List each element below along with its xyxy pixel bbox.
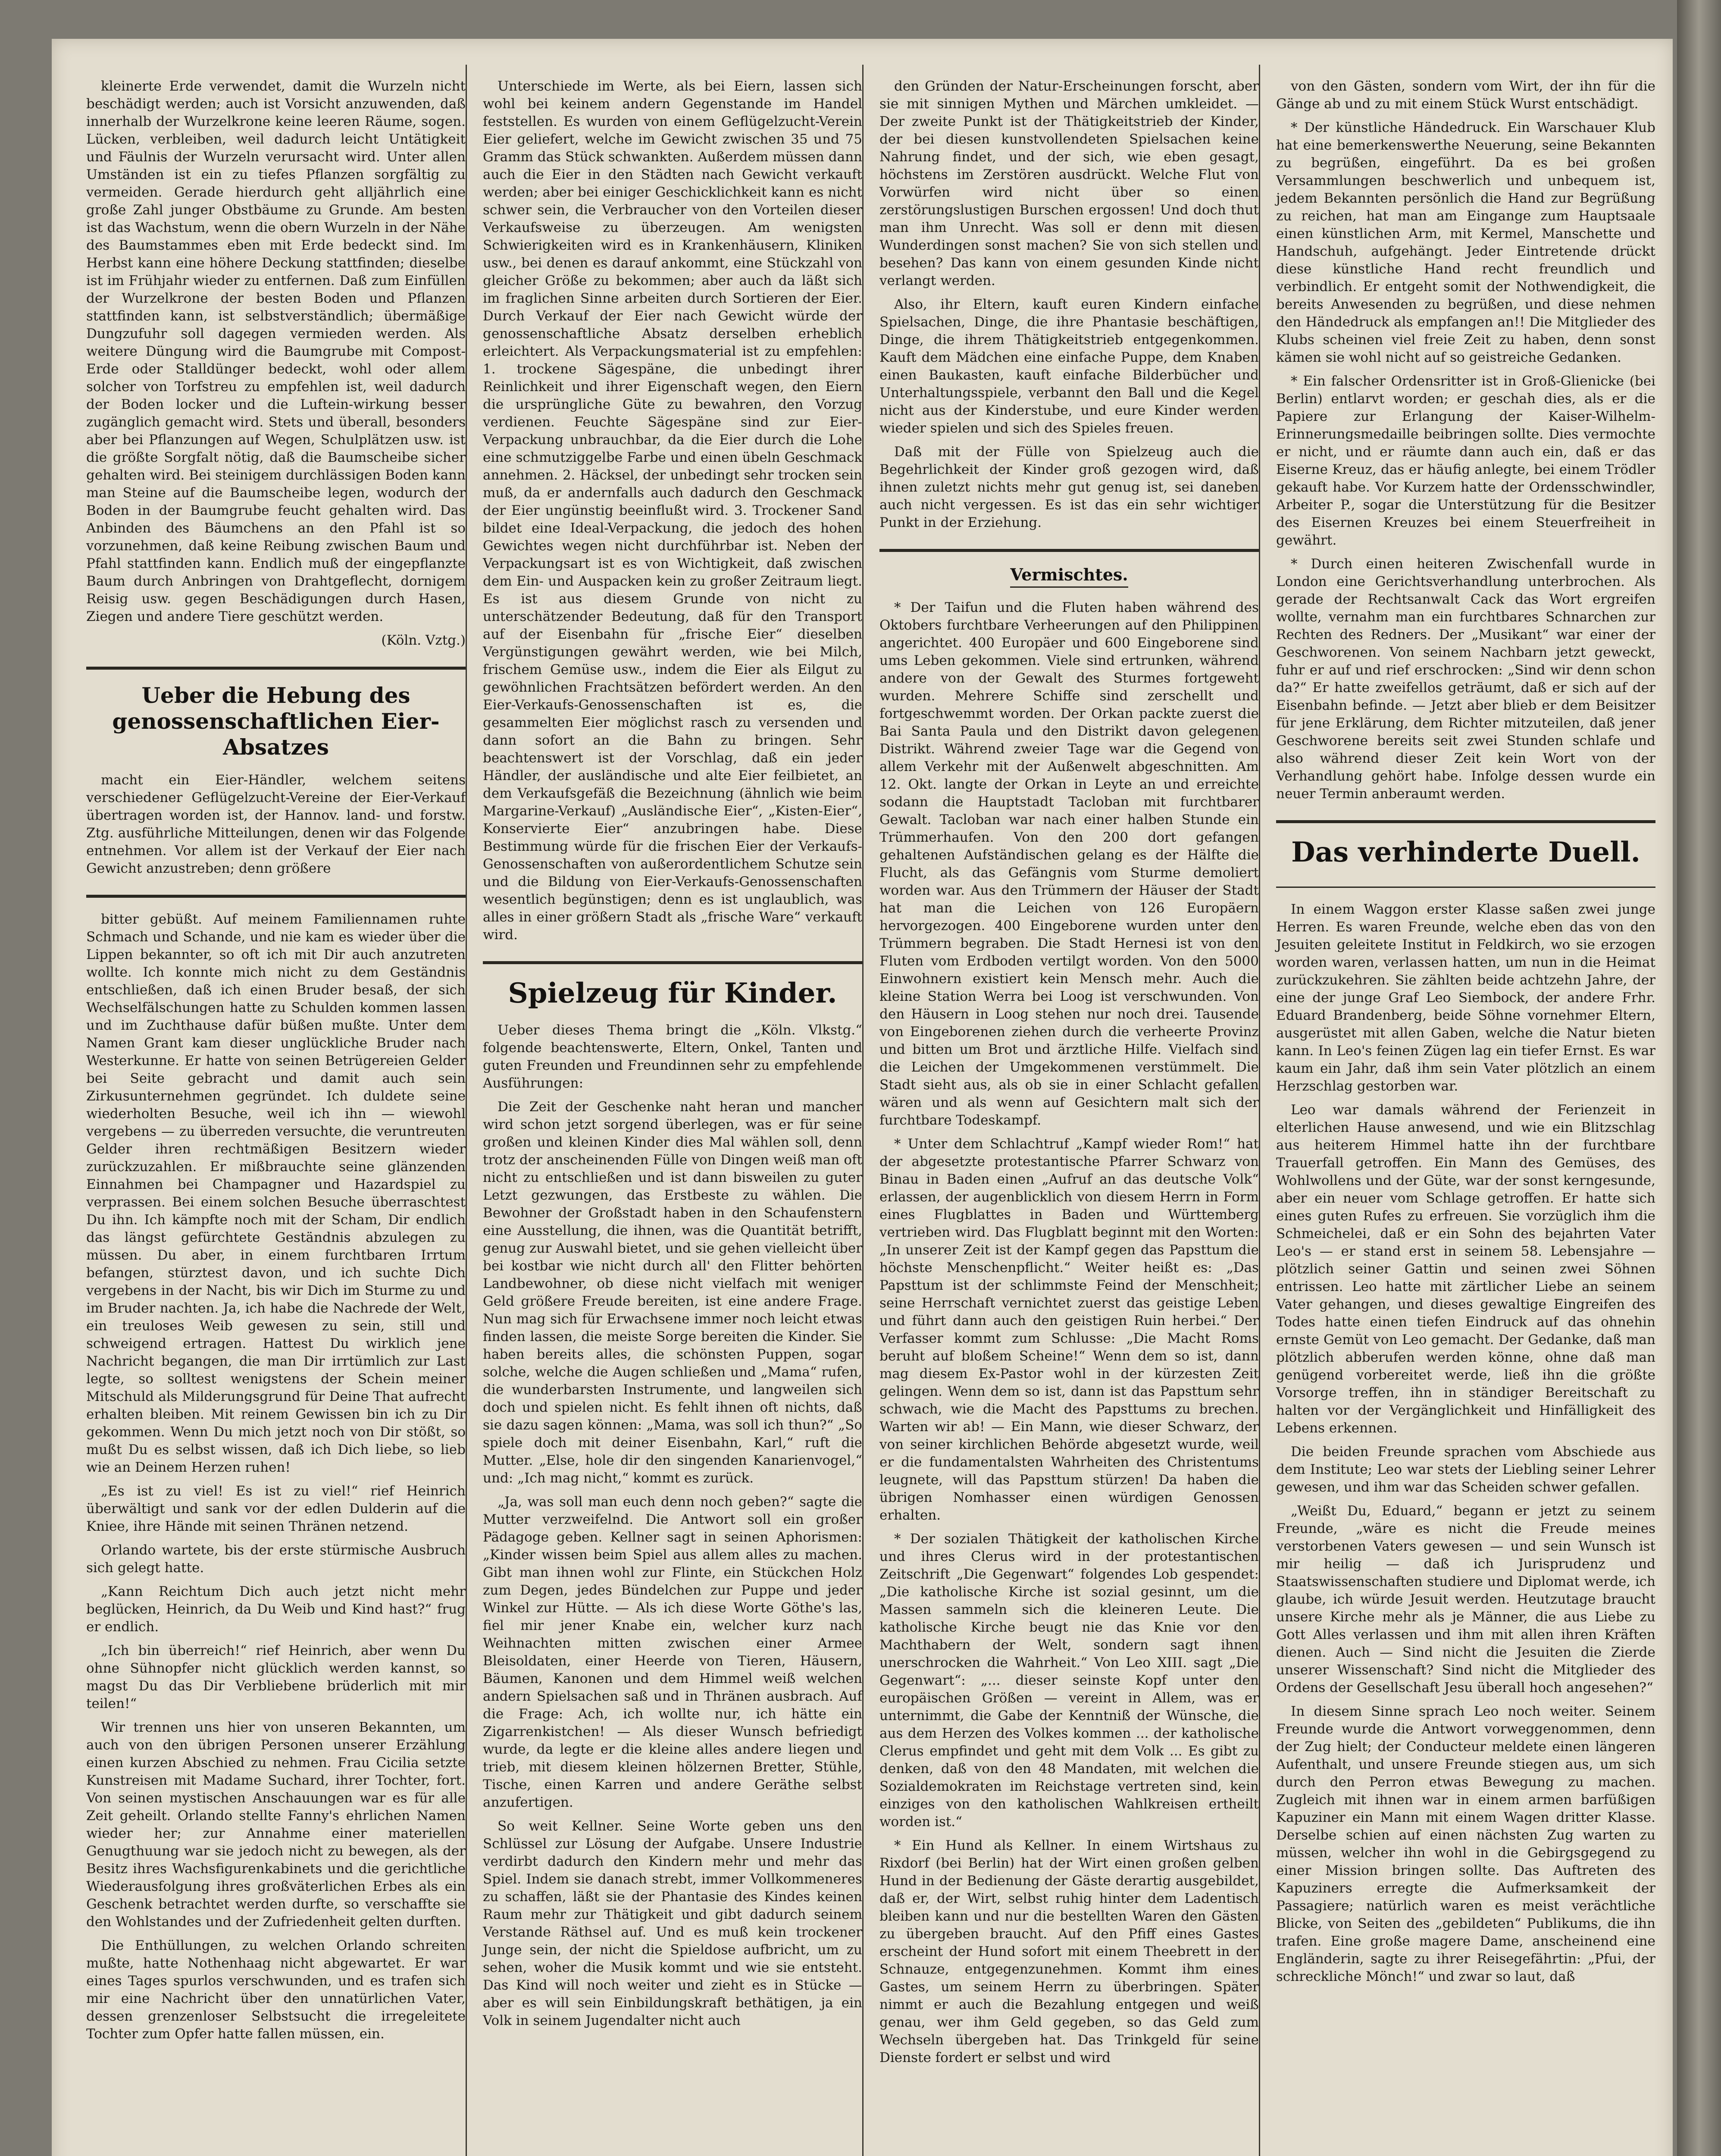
article-paragraph: Unterschiede im Werte, als bei Eiern, lassen sich wohl bei keinem andern Gegenstande im Handel feststellen. Es wurden von einem Geflügelzucht-Verein Eier geliefert, welche im Gewicht zwischen 35 und 75 Gramm das Stück schwankten. Außerdem müssen dann auch die Eier in den Städten nach Gewicht verkauft werden; aber bei einiger Geschicklichkeit kann es nicht schwer sein, die Verbraucher von den Vorteilen dieser Verkaufsweise zu überzeugen. Am wenigsten Schwierigkeiten wird es in Krankenhäusern, Kliniken usw., bei denen es darauf ankommt, eine Stückzahl von gleicher Größe zu bekommen; aber auch da läßt sich im fraglichen Sinne arbeiten durch Sortieren der Eier. Durch Verkauf der Eier nach Gewicht würde der genossenschaftliche Absatz derselben erheblich erleichtert. Als Verpackungsmaterial ist zu empfehlen: 1. trockene Sägespäne, die unbedingt ihrer Reinlichkeit und ihrer Eigenschaft wegen, den Eiern die ursprüngliche Güte zu bewahren, den Vorzug verdienen. Feuchte Sägespäne sind zur Eier-Verpackung unbrauchbar, da die Eier durch die Lohe eine schmutziggelbe Farbe und einen übeln Geschmack annehmen. 2. Häcksel, der unbedingt sehr trocken sein muß, da er andernfalls auch dadurch den Geschmack der Eier ungünstig beeinflußt wird. 3. Trockener Sand bildet eine Ideal-Verpackung, die jedoch des hohen Gewichtes wegen nicht durchführbar ist. Neben der Verpackungsart ist es von Wichtigkeit, daß zwischen dem Ein- und Auspacken kein zu großer Zeitraum liegt. Es ist aus diesem Grunde von nicht zu unterschätzender Bedeutung, daß für den Transport auf der Eisenbahn für „frische Eier“ dieselben Vergünstigungen gewährt werden, wie bei Milch, frischem Gemüse usw., indem die Eier als Eilgut zu gewöhnlichen Frachtsätzen befördert werden. An den Eier-Verkaufs-Genossenschaften ist es, die gesammelten Eier möglichst rasch zu versenden und dann sofort an die Bahn zu bringen. Sehr beachtenswert ist der Vorschlag, daß ein jeder Händler, der ausländische und alte Eier feilbietet, an dem Verkaufsgefäß die Bezeichnung (ähnlich wie beim Margarine-Verkauf) „Ausländische Eier“, „Kisten-Eier“, Konservierte Eier“ anzubringen habe. Diese Bestimmung würde für die frischen Eier der Verkaufs-Genossenschaften von außerordentlichem Schutze sein und die Bildung von Eier-Verkaufs-Genossenschaften wesentlich begünstigen; denn es ist unglaublich, was alles in einer größern Stadt als „frische Ware“ verkauft wird.	[483, 78, 862, 943]
article-paragraph: „Ja, was soll man euch denn noch geben?“ sagte die Mutter verzweifelnd. Die Antwort soll ein großer Pädagoge geben. Kellner sagt in seinen Aphorismen: „Kinder wissen beim Spiel aus allem alles zu machen. Gibt man ihnen wohl zur Flinte, ein Stückchen Holz zum Degen, jedes Bündelchen zur Puppe und jeder Winkel zur Hütte. — Als ich diese Worte Göthe's las, fiel mir jener Knabe ein, welcher kurz nach Weihnachten mitten zwischen einer Armee Bleisoldaten, einer Heerde von Tieren, Häusern, Bäumen, Kanonen und dem Himmel weiß welchen andern Spielsachen saß und in Thränen ausbrach. Auf die Frage: Ach, ich wollte nur, ich hätte ein Zigarrenkistchen! — Als dieser Wunsch befriedigt wurde, da legte er die kleine alles andere liegen und trieb, mit diesem kleinen hölzernen Bretter, Stühle, Tische, einen Karren und andere Geräthe selbst anzufertigen.	[483, 1494, 862, 1810]
column-4	[1276, 78, 1655, 1992]
section-divider	[483, 961, 862, 964]
column-3	[879, 78, 1259, 2073]
story-paragraph: Die Enthüllungen, zu welchen Orlando schreiten mußte, hatte Nothenhaag nicht abgewartet. Er war eines Tages spurlos verschwunden, und es trafen sich mir eine Nachricht über den unnatürlichen Vater, dessen grenzenloser Selbstsucht die irregeleitete Tochter zum Opfer hatte fallen müssen, ein.	[86, 1938, 466, 2042]
section-heading	[879, 565, 1259, 588]
section-divider	[86, 895, 466, 898]
column-1	[86, 78, 466, 2049]
news-item: * Unter dem Schlachtruf „Kampf wieder Rom!“ hat der abgesetzte protestantische Pfarrer Schwarz von Binau in Baden einen „Aufruf an das deutsche Volk“ erlassen, der augenblicklich von diesem Herrn in Form eines Flugblattes in Baden und Württemberg vertrieben wird. Das Flugblatt beginnt mit den Worten: „In unserer Zeit ist der Kampf gegen das Papsttum die höchste Menschenpflicht.“ Weiter heißt es: „Das Papsttum ist der schlimmste Feind der Menschheit; seine Herrschaft vernichtet zuerst das geistige Leben und führt dann auch den geistigen Ruin herbei.“ Der Verfasser kommt zum Schlusse: „Die Macht Roms beruht auf bloßem Scheine!“ Wenn dem so ist, dann mag diesem Ex-Pastor wohl in der kürzesten Zeit gelingen. Wenn dem so ist, dann ist das Papsttum sehr schwach, wie die Macht des Papsttums zu brechen. Warten wir ab! — Ein Mann, wie dieser Schwarz, der von seiner kirchlichen Behörde abgesetzt wurde, weil er die fundamentalsten Wahrheiten des Christentums leugnete, will das Papsttum stürzen! Da haben die übrigen Nomhasser einen würdigen Genossen erhalten.	[879, 1136, 1259, 1523]
column-rule-3	[1259, 65, 1260, 2156]
column-2	[483, 78, 862, 2036]
article-heading: Ueber die Hebung des genossenschaftlichen Eier-Absatzes	[112, 683, 440, 760]
column-rule-1	[466, 65, 467, 2156]
section-divider	[86, 667, 466, 670]
heading-underline	[1276, 887, 1655, 888]
story-heading: Das verhinderte Duell.	[1291, 836, 1640, 868]
story-paragraph: Leo war damals während der Ferienzeit in elterlichen Hause anwesend, und wie ein Blitzschlag aus heiterem Himmel hatte ihn der furchtbare Trauerfall getroffen. Ein Mann des Gemüses, des Wohlwollens und der Güte, war der sonst kerngesunde, aber ein neuer vom Schlage getroffen. Er hatte sich eines guten Rufes zu erfreuen. Sie vorzüglich ihm die Schmeichelei, daß er ein Sohn des bejahrten Vater Leo's — er stand erst in seinem 58. Lebensjahre — plötzlich seiner Gattin und seinen zwei Söhnen entrissen. Leo hatte mit zärtlicher Liebe an seinem Vater gehangen, und dieses gewaltige Eingreifen des Todes hatte einen tiefen Eindruck auf das ohnehin ernste Gemüt von Leo gemacht. Der Gedanke, daß man plötzlich abberufen werden könne, ohne daß man genügend vorbereitet werde, ließ ihn die größte Vorsorge treffen, ihn in ständiger Bereitschaft zu halten vor der Vergänglichkeit und Hinfälligkeit des Lebens erkennen.	[1276, 1102, 1655, 1436]
news-item: * Der künstliche Händedruck. Ein Warschauer Klub hat eine bemerkenswerthe Neuerung, seine Bekannten zu begrüßen, eingeführt. Da es bei großen Versammlungen beschwerlich und unbequem ist, jedem Bekannten persönlich die Hand zur Begrüßung zu reichen, hat man am Eingange zum Hauptsaale einen künstlichen Arm, mit Kermel, Manschette und Handschuh, aufgehängt. Jeder Eintretende drückt diese künstliche Hand recht freundlich und verbindlich. Er entgeht somit der Nothwendigkeit, die bereits Anwesenden zu begrüßen, und diese nehmen den Händedruck als empfangen an!! Die Mitglieder des Klubs scheinen viel freie Zeit zu haben, denn sonst kämen sie wohl nicht auf so geistreiche Gedanken.	[1276, 120, 1655, 365]
story-paragraph: Wir trennen uns hier von unseren Bekannten, um auch von den übrigen Personen unserer Erzählung einen kurzen Abschied zu nehmen. Frau Cicilia setzte Kunstreisen mit Madame Suchard, ihrer Tochter, fort. Von seinen mystischen Anschauungen war es für alle Zeit geheilt. Orlando stellte Fanny's ehrlichen Namen wieder her; zur Annahme einer materiellen Genugthuung war sie jedoch nicht zu bewegen, als der Besitz ihres Wachsfigurenkabinets und die gerichtliche Wiederausfolgung ihres großväterlichen Erbes als ein Geschenk betrachtet werden durfte, so verschaffte sie den Wohlstandes und der Zufriedenheit gelten durften.	[86, 1720, 466, 1930]
article-paragraph: Daß mit der Fülle von Spielzeug auch die Begehrlichkeit der Kinder groß gezogen wird, daß ihnen zuletzt nichts mehr gut genug ist, sei daneben auch nicht vergessen. Es ist das ein sehr wichtiger Punkt in der Erziehung.	[879, 444, 1259, 530]
story-paragraph: „Es ist zu viel! Es ist zu viel!“ rief Heinrich überwältigt und sank vor der edlen Dulderin auf die Kniee, ihre Hände mit seinen Thränen netzend.	[86, 1483, 466, 1534]
story-paragraph: „Kann Reichtum Dich auch jetzt nicht mehr beglücken, Heinrich, da Du Weib und Kind hast?“ frug er endlich.	[86, 1584, 466, 1635]
article-paragraph: Also, ihr Eltern, kauft euren Kindern einfache Spielsachen, Dinge, die ihre Phantasie beschäftigen, Dinge, die ihrem Thätigkeitstrieb entgegenkommen. Kauft dem Mädchen eine einfache Puppe, dem Knaben einen Baukasten, kauft einfache Bilderbücher und Unterhaltungsspiele, verbannt den Ball und die Kegel nicht aus der Kinderstube, und eure Kinder werden wieder spielen und sich des Spieles freuen.	[879, 297, 1259, 436]
book-spine	[1677, 0, 1721, 2156]
story-paragraph: „Weißt Du, Eduard,“ begann er jetzt zu seinem Freunde, „wäre es nicht die Freude meines verstorbenen Vaters gewesen — und sein Wunsch ist mir heilig — daß ich Jurisprudenz und Staatswissenschaften studiere und Diplomat werde, ich glaube, ich würde Jesuit werden. Heutzutage braucht unsere Kirche mehr als je Männer, die aus Liebe zu Gott Alles verlassen und ihm mit allen ihren Kräften dienen. Auch — Sind nicht die Jesuiten die Zierde unserer Wissenschaft? Sind nicht die Mitglieder des Ordens der Gesellschaft Jesu überall hoch angesehen?“	[1276, 1503, 1655, 1695]
article-paragraph: macht ein Eier-Händler, welchem seitens verschiedener Geflügelzucht-Vereine der Eier-Verkauf übertragen worden ist, der Hannov. land- und forstw. Ztg. ausführliche Mitteilungen, denen wir das Folgende entnehmen. Vor allem ist der Verkauf der Eier nach Gewicht anzustreben; denn größere	[86, 772, 466, 876]
article-paragraph: kleinerte Erde verwendet, damit die Wurzeln nicht beschädigt werden; auch ist Vorsicht anzuwenden, daß innerhalb der Wurzelkrone keine leeren Räume, sogen. Lücken, verbleiben, weil dadurch leicht Untätigkeit und Fäulnis der Wurzeln verursacht wird. Unter allen Umständen ist ein zu tiefes Pflanzen sorgfältig zu vermeiden. Gerade hierdurch geht alljährlich eine große Zahl junger Obstbäume zu Grunde. Am besten ist das Wachstum, wenn die obern Wurzeln in der Nähe des Baumstammes eben mit Erde bedeckt sind. Im Herbst kann eine höhere Deckung stattfinden; dieselbe ist im Frühjahr wieder zu entfernen. Daß zum Einfüllen der Wurzelkrone der besten Boden und Pflanzen stattfinden kann, ist selbstverständlich; übermäßige Dungzufuhr soll dagegen vermieden werden. Als weitere Düngung wird die Baumgrube mit Compost-Erde oder Stalldünger bedeckt, wohl oder allem solcher von Torfstreu zu empfehlen ist, weil dadurch der Boden locker und die Luftein-wirkung besser zugänglich gemacht wird. Stets und überall, besonders aber bei Pflanzungen auf Wegen, Schulplätzen usw. ist die größte Sorgfalt nötig, daß die Baumscheibe sicher gehalten wird. Bei steinigem durchlässigen Boden kann man Steine auf die Baumscheibe legen, wodurch der Boden in der Baumgrube feucht gehalten wird. Das Anbinden des Bäumchens an den Pfahl ist so vorzunehmen, daß keine Reibung zwischen Baum und Pfahl stattfinden kann. Endlich muß der eingepflanzte Baum durch Anbringen von Drahtgeflecht, dornigem Reisig usw. gegen Beschädigungen durch Hasen, Ziegen und andere Tiere geschützt werden.	[86, 78, 466, 624]
story-paragraph: In einem Waggon erster Klasse saßen zwei junge Herren. Es waren Freunde, welche eben das von den Jesuiten geleitete Institut in Feldkirch, wo sie erzogen worden waren, verlassen hatten, um nun in die Heimat zurückzukehren. Sie zählten beide achtzehn Jahre, der eine der junge Graf Leo Siembock, der andere Frhr. Eduard Brandenberg, beide Söhne vornehmer Eltern, ausgerüstet mit allen Gaben, welche die Natur bieten kann. In Leo's feinen Zügen lag ein tiefer Ernst. Es war kaum ein Jahr, daß ihm sein Vater plötzlich an einem Herzschlag gestorben war.	[1276, 901, 1655, 1094]
news-item: * Der Taifun und die Fluten haben während des Oktobers furchtbare Verheerungen auf den Philippinen angerichtet. 400 Europäer und 600 Eingeborene sind ums Leben gekommen. Viele sind ertrunken, während andere von der Gewalt des Sturmes fortgeweht wurden. Mehrere Schiffe sind zerschellt und fortgeschwemmt worden. Der Orkan packte zuerst die Bai Santa Paula und den Distrikt davon gelegenen Distrikt. Während zweier Tage war die Gegend von allem Verkehr mit der Außenwelt abgeschnitten. Am 12. Okt. langte der Orkan in Leyte an und erreichte sodann die Hauptstadt Tacloban mit furchtbarer Gewalt. Tacloban war nach einer halben Stunde ein Trümmerhaufen. Von den 200 dort gefangen gehaltenen Aufständischen gelang es der Hälfte die Flucht, als das Gefängnis vom Sturme demoliert worden war. Aus den Trümmern der Häuser der Stadt hat man die Leichen von 126 Europäern hervorgezogen. 400 Eingeborene wurden unter den Trümmern begraben. Die Stadt Hernesi ist von den Fluten vom Erdboden vertilgt worden. Von den 5000 Einwohnern existiert kein Mensch mehr. Auch die kleine Station Werra bei Loog ist verschwunden. Von den Häusern in Loog stehen nur noch drei. Tausende von Eingeborenen ziehen durch die verheerte Provinz und bitten um Brot und ärztliche Hilfe. Vielfach sind die Leichen der Umgekommenen verstümmelt. Die Stadt sieht aus, als ob sie in einer Schlacht gefallen wären und als wenn auf Gesichtern malt sich der furchtbare Todeskampf.	[879, 599, 1259, 1128]
column-rule-2	[862, 65, 864, 2156]
article-paragraph: Die Zeit der Geschenke naht heran und mancher wird schon jetzt sorgend überlegen, was er für seine großen und kleinen Kinder dies Mal wählen soll, denn trotz der anscheinenden Fülle von Dingen weiß man oft nicht zu entschließen und ist dann bisweilen zu guter Letzt gezwungen, das Erstbeste zu wählen. Die Bewohner der Großstadt haben in den Schaufenstern eine Ausstellung, die ihnen, was die Quantität betrifft, genug zur Auswahl bietet, und sie gehen vielleicht über bei kostbar wie nicht durch all' den Flitter behörten Landbewohner, ob diese nicht vielfach mit weniger Geld größere Freude bereiten, ist eine andere Frage. Nun mag sich für Erwachsene immer noch leicht etwas finden lassen, die meiste Sorge bereiten die Kinder. Sie haben bereits alles, die schönsten Puppen, sogar solche, welche die Augen schließen und „Mama“ rufen, die wunderbarsten Instrumente, und langweilen sich doch und spielen nicht. Es fehlt ihnen oft nichts, daß sie dazu sagen können: „Mama, was soll ich thun?“ „So spiele doch mit deiner Eisenbahn, Karl,“ ruft die Mutter. „Else, hole dir den singenden Kanarienvogel,“ und: „Ich mag nicht,“ kommt es zurück.	[483, 1099, 862, 1486]
news-item: * Durch einen heiteren Zwischenfall wurde in London eine Gerichtsverhandlung unterbrochen. Als gerade der Rechtsanwalt Cack das Wort ergreifen wollte, vernahm man ein furchtbares Schnarchen zur Rechten des Redners. Der „Musikant“ war einer der Geschworenen. Von seinem Nachbarn jetzt geweckt, fuhr er auf und rief erschrocken: „Sind wir denn schon da?“ Er hatte zweifellos geträumt, daß er sich auf der Eisenbahn befinde. — Jetzt aber blieb er dem Beisitzer für jene Erklärung, dem Richter mitzuteilen, daß jener Geschworene bereits seit zwei Stunden schlafe und also während dieser Zeit kein Wort von der Verhandlung gehört habe. Infolge dessen wurde ein neuer Termin anberaumt werden.	[1276, 556, 1655, 802]
section-heading-text: Vermischtes.	[1010, 565, 1128, 588]
news-item: von den Gästen, sondern vom Wirt, der ihn für die Gänge ab und zu mit einem Stück Wurst entschädigt.	[1276, 78, 1655, 112]
source-credit: (Köln. Vztg.)	[381, 633, 466, 648]
section-divider	[1276, 820, 1655, 823]
news-item: * Der sozialen Thätigkeit der katholischen Kirche und ihres Clerus wird in der protestantischen Zeitschrift „Die Gegenwart“ folgendes Lob gespendet: „Die katholische Kirche ist sozial gesinnt, um die Massen sammeln sich die kleineren Leute. Die katholische Kirche beugt nie das Knie vor den Machthabern der Welt, sondern sagt ihnen unerschrocken die Wahrheit.“ Von Leo XIII. sagt „Die Gegenwart“: „... dieser seinste Kopf unter den europäischen Größen — vereint in Allem, was er unternimmt, die Gabe der Kenntniß der Wünsche, die aus dem Herzen des Volkes kommen ... der katholische Clerus empfindet und geht mit dem Volk ... Es gibt zu denken, daß von den 48 Mandaten, mit welchen die Sozialdemokraten im Reichstage vertreten sind, kein einziges von den katholischen Wahlkreisen ertheilt worden ist.“	[879, 1531, 1259, 1830]
story-paragraph: Die beiden Freunde sprachen vom Abschiede aus dem Institute; Leo war stets der Liebling seiner Lehrer gewesen, und ihm war das Scheiden schwer gefallen.	[1276, 1444, 1655, 1495]
article-paragraph: Ueber dieses Thema bringt die „Köln. Vlkstg.“ folgende beachtenswerte, Eltern, Onkel, Tanten und guten Freunden und Freundinnen sehr zu empfehlende Ausführungen:	[483, 1022, 862, 1091]
story-paragraph: „Ich bin überreich!“ rief Heinrich, aber wenn Du ohne Sühnopfer nicht glücklich werden kannst, so magst Du das Dir Verbliebene brüderlich mit mir teilen!“	[86, 1643, 466, 1711]
article-heading: Spielzeug für Kinder.	[508, 977, 837, 1009]
article-paragraph: den Gründen der Natur-Erscheinungen forscht, aber sie mit sinnigen Mythen und Märchen umkleidet. — Der zweite Punkt ist der Thätigkeitstrieb der Kinder, der bei diesen kunstvollendeten Spielsachen keine Nahrung findet, und der sich, wie eben gesagt, höchstens im Zerstören ausdrückt. Welche Flut von Vorwürfen wird nicht über so einen zerstörungslustigen Burschen ergossen! Und doch thut man ihm Unrecht. Was soll er denn mit diesen Wunderdingen sonst machen? Sie von sich stellen und besehen? Das kann von einem gesunden Kinde nicht verlangt werden.	[879, 78, 1259, 288]
story-paragraph: bitter gebüßt. Auf meinem Familiennamen ruhte Schmach und Schande, und nie kam es wieder über die Lippen bekannter, so oft ich mit Dir auch anzutreten wollte. Ich konnte mich nicht zu dem Geständnis entschließen, daß ich einen Bruder besaß, der sich Wechselfälschungen hatte zu Schulden kommen lassen und im Zuchthause dafür büßen mußte. Unter dem Namen Grant kam dieser unglückliche Bruder nach Westerkunne. Er hatte von seinen Betrügereien Gelder bei Seite gebracht und damit auch sein Zirkusunternehmen gegründet. Ich duldete seine wiederholten Besuche, weil ich ihn — wiewohl vergebens — zu überreden versuchte, die veruntreuten Gelder ihren rechtmäßigen Besitzern wieder zurückzuzahlen. Er mißbrauchte seine glänzenden Einnahmen bei Champagner und Hazardspiel zu verprassen. Bei einem solchen Besuche überraschtest Du ihn. Ich kämpfte noch mit der Scham, Dir endlich das längst gefürchtete Geständnis abzulegen zu müssen. Du aber, in einem furchtbaren Irrtum befangen, stürztest davon, und ich suchte Dich vergebens in der Nacht, bis wir Dich im Sturme zu und im Bruder nachten. Ja, ich habe die Nachrede der Welt, ein treuloses Weib gewesen zu sein, still und schweigend ertragen. Hattest Du wirklich jene Nachricht begangen, die man Dir irrtümlich zur Last legte, so solltest wenigstens der Schein meiner Mitschuld als Milderungsgrund für Deine That aufrecht erhalten bleiben. Mit reinem Gewissen bin ich zu Dir gekommen. Wenn Du mich jetzt noch von Dir stößt, so mußt Du es selbst wissen, daß ich Dich liebe, so lieb wie an Deinem Herzen ruhen!	[86, 912, 466, 1475]
newspaper-page	[52, 39, 1673, 2156]
news-item: * Ein Hund als Kellner. In einem Wirtshaus zu Rixdorf (bei Berlin) hat der Wirt einen großen gelben Hund in der Bedienung der Gäste derartig ausgebildet, daß er, der Wirt, selbst ruhig hinter dem Ladentisch bleiben kann und nur die bestellten Waren den Gästen zu übergeben braucht. Auf den Pfiff eines Gastes erscheint der Hund sofort mit einem Theebrett in der Schnauze, entgegenzunehmen. Kommt ihm eines Gastes, um seinem Herrn zu überbringen. Später nimmt er auch die Bezahlung entgegen und weiß genau, wer ihm Geld gegeben, so das Geld zum Wechseln übergeben hat. Das Trinkgeld für seine Dienste fordert er selbst und wird	[879, 1837, 1259, 2065]
article-paragraph: So weit Kellner. Seine Worte geben uns den Schlüssel zur Lösung der Aufgabe. Unsere Industrie verdirbt dadurch den Kindern mehr und mehr das Spiel. Indem sie danach strebt, immer Vollkommeneres zu schaffen, läßt sie der Phantasie des Kindes keinen Raum mehr zur Thätigkeit und gibt dadurch seinem Verstande Räthsel auf. Und es muß kein trockener Junge sein, der nicht die Spieldose aufbricht, um zu sehen, woher die Musik kommt und wie sie entsteht. Das Kind will noch weiter und zieht es in Stücke — aber es will sein Einbildungskraft bethätigen, ja ein Volk in seinem Jugendalter nicht auch	[483, 1818, 862, 2028]
section-divider	[879, 549, 1259, 552]
story-paragraph: In diesem Sinne sprach Leo noch weiter. Seinem Freunde wurde die Antwort vorweggenommen, denn der Zug hielt; der Conducteur meldete einen längeren Aufenthalt, und unsere Freunde stiegen aus, um sich durch den Perron etwas Bewegung zu machen. Zugleich mit ihnen war in einem armen barfüßigen Kapuziner ein Mann mit einem Wagen dritter Klasse. Derselbe schien auf einen nächsten Zug warten zu müssen, welcher ihn wohl in die Gebirgsgegend zu einer Mission bringen sollte. Das Auftreten des Kapuziners erregte die Aufmerksamkeit der Passagiere; natürlich waren es meist verächtliche Blicke, von Seiten des „gebildeten“ Publikums, die ihn trafen. Eine große magere Dame, anscheinend eine Engländerin, sagte zu ihrer Reisegefährtin: „Pfui, der schreckliche Mönch!“ und zwar so laut, daß	[1276, 1703, 1655, 1984]
news-item: * Ein falscher Ordensritter ist in Groß-Glienicke (bei Berlin) entlarvt worden; er geschah dies, als er die Papiere zur Erlangung der Kaiser-Wilhelm-Erinnerungsmedaille beibringen sollte. Dies vermochte er nicht, und er räumte dann auch ein, daß er das Eiserne Kreuz, das er häufig anlegte, bei einem Trödler gekauft habe. Vor Kurzem hatte der Ordensschwindler, Arbeiter P., sogar die Unterstützung für die Besitzer des Eisernen Kreuzes bei einem Steuerfreiheit in gewährt.	[1276, 373, 1655, 548]
story-paragraph: Orlando wartete, bis der erste stürmische Ausbruch sich gelegt hatte.	[86, 1542, 466, 1576]
